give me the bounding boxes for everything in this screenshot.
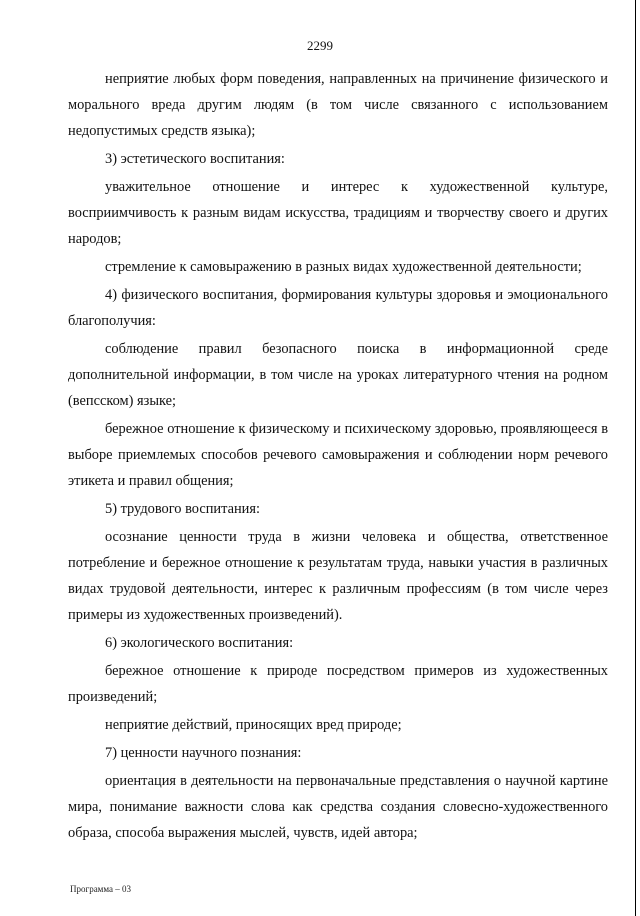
paragraph: осознание ценности труда в жизни человека и общества, ответственное потребление и бережное отношение к результатам труда, навыки участия в различных видах трудовой деятельности, интерес к различным профессиям (в том числе через примеры из художественных произведений). bbox=[68, 529, 608, 623]
footer-label: Программа – 03 bbox=[70, 884, 132, 894]
paragraph: неприятие любых форм поведения, направленных на причинение физического и морального вреда другим людям (в том числе связанного с использованием недопустимых средств языка); bbox=[68, 71, 608, 139]
paragraph: уважительное отношение и интерес к художественной культуре, восприимчивость к разным видам искусства, традициям и творчеству своего и других народов; bbox=[68, 179, 608, 247]
page-number: 2299 bbox=[307, 38, 333, 53]
paragraph: бережное отношение к природе посредством примеров из художественных произведений; bbox=[68, 663, 608, 705]
section-heading: 6) экологического воспитания: bbox=[105, 635, 294, 651]
section-heading: 3) эстетического воспитания: bbox=[105, 151, 285, 167]
document-body bbox=[68, 66, 608, 846]
scan-edge-line bbox=[635, 0, 636, 916]
paragraph: неприятие действий, приносящих вред природе; bbox=[105, 717, 402, 733]
section-heading: 5) трудового воспитания: bbox=[105, 501, 261, 517]
paragraph: стремление к самовыражению в разных видах художественной деятельности; bbox=[105, 259, 582, 275]
paragraph: бережное отношение к физическому и психическому здоровью, проявляющееся в выборе приемлемых способов речевого самовыражения и соблюдении норм речевого этикета и правил общения; bbox=[68, 421, 608, 489]
paragraph: соблюдение правил безопасного поиска в информационной среде дополнительной информации, в том числе на уроках литературного чтения на родном (вепсском) языке; bbox=[68, 341, 608, 409]
paragraph: ориентация в деятельности на первоначальные представления о научной картине мира, понимание важности слова как средства создания словесно-художественного образа, способа выражения мыслей, чувств, идей автора; bbox=[68, 773, 608, 841]
section-heading: 4) физического воспитания, формирования культуры здоровья и эмоционального благополучия: bbox=[68, 287, 608, 329]
section-heading: 7) ценности научного познания: bbox=[105, 745, 302, 761]
